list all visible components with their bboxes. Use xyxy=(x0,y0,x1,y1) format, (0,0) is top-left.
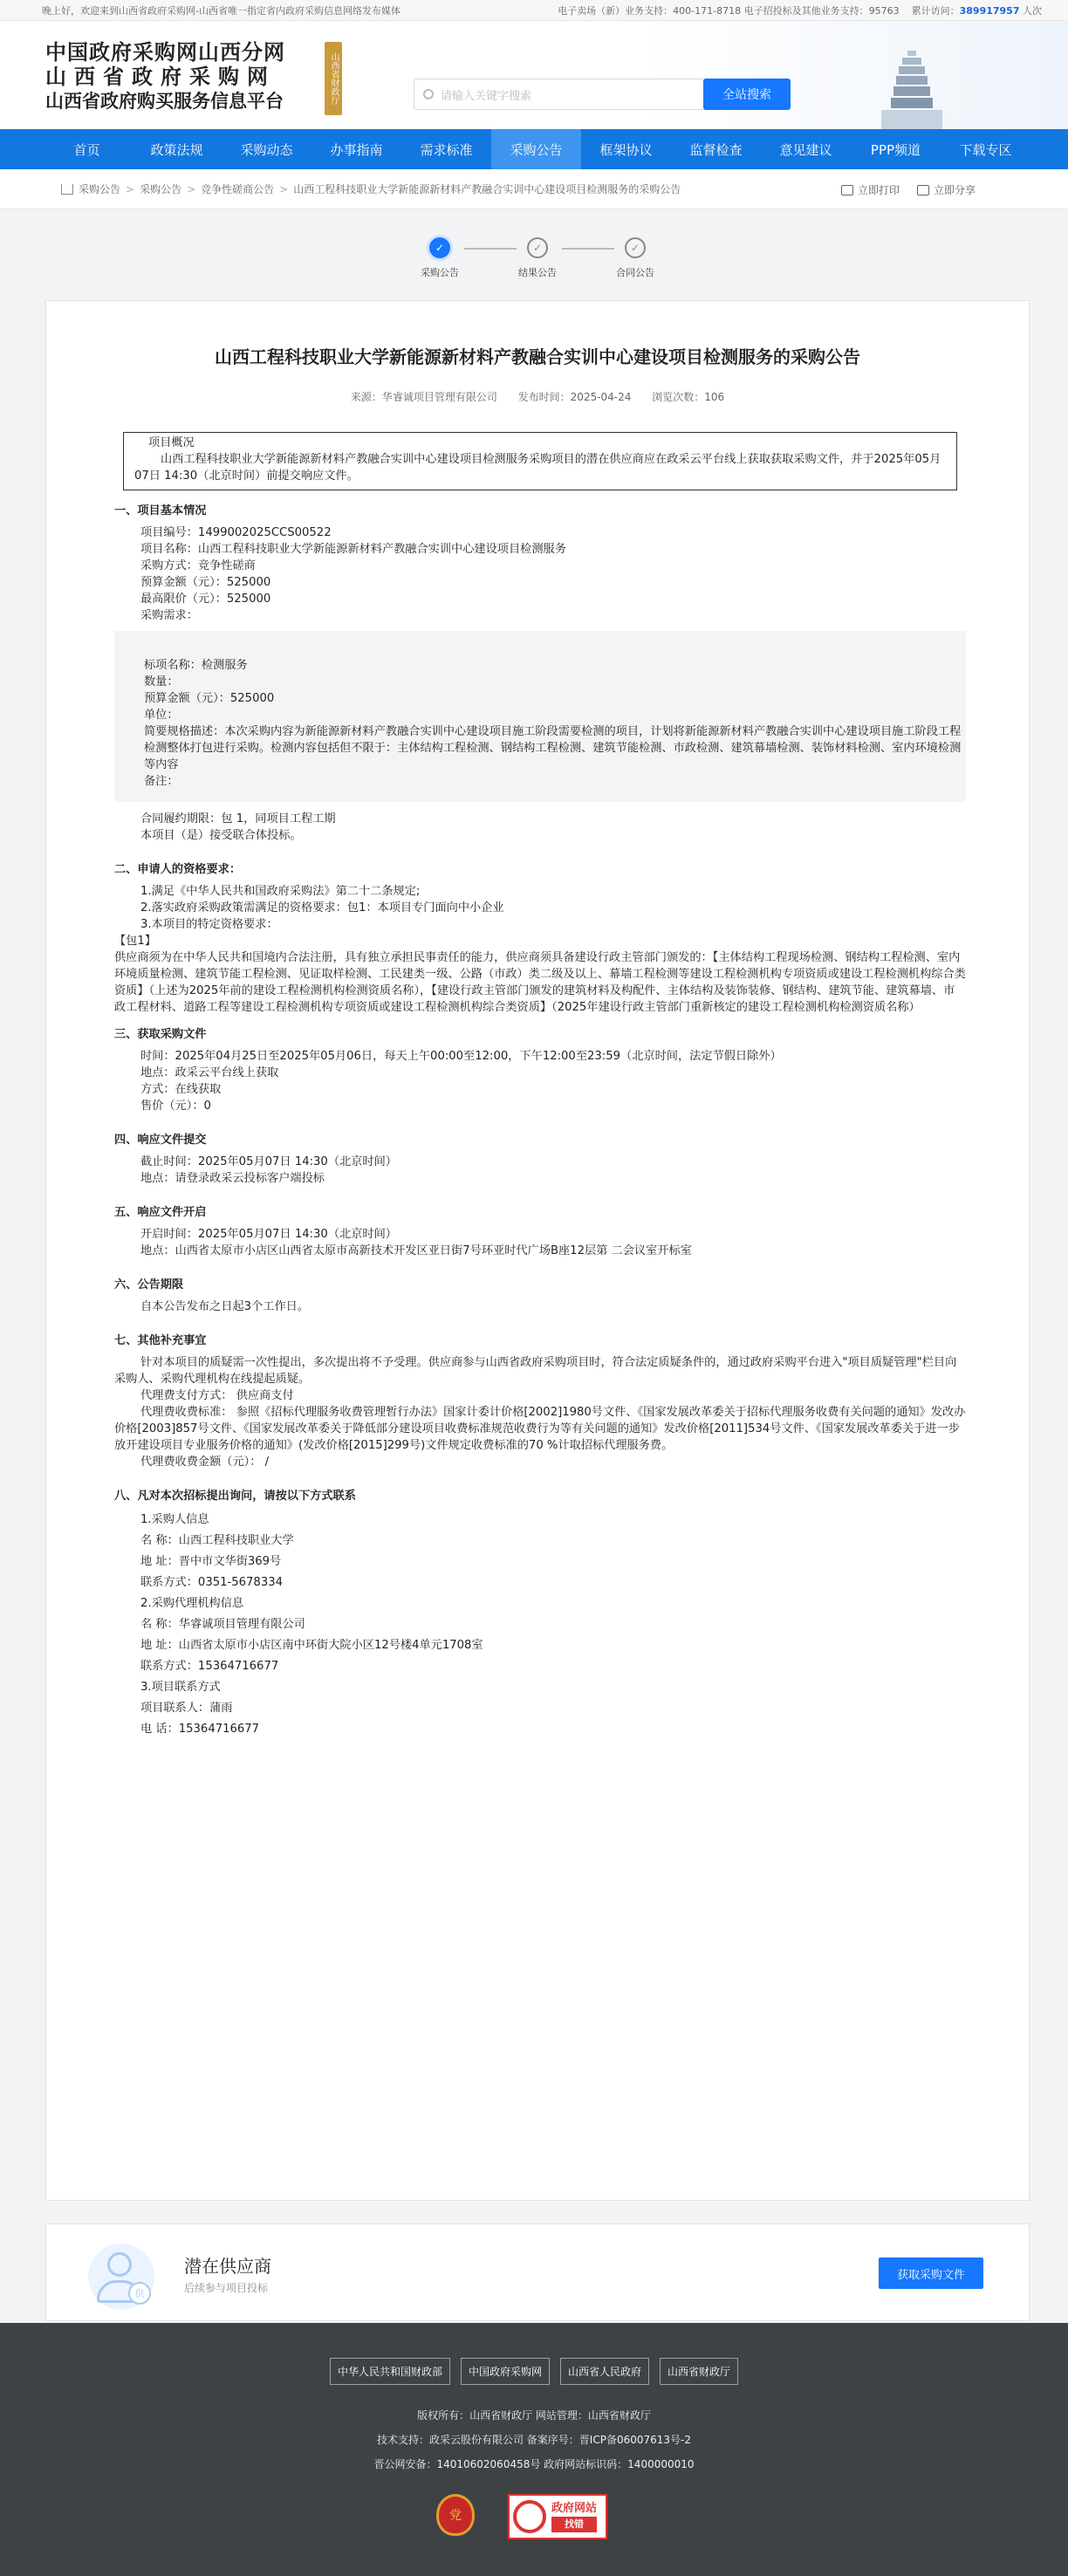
nav-item[interactable]: 采购动态 xyxy=(240,141,293,158)
search-icon xyxy=(423,89,434,99)
section-title: 六、公告期限 xyxy=(114,1278,184,1291)
info-line: 本项目（是）接受联合体投标。 xyxy=(140,829,302,842)
section-title: 四、响应文件提交 xyxy=(114,1134,207,1147)
breadcrumb-item[interactable]: 竞争性磋商公告 xyxy=(201,183,275,195)
nav-item[interactable]: 政策法规 xyxy=(150,141,203,158)
footer-link[interactable]: 中华人民共和国财政部 xyxy=(330,2358,450,2385)
step-connector xyxy=(464,248,517,250)
notice-views: 浏览次数：106 xyxy=(652,391,725,403)
submit-line: 地点：请登录政采云投标客户端投标 xyxy=(140,1172,325,1185)
contact-line: 联系方式：15364716677 xyxy=(140,1660,279,1673)
main-nav xyxy=(0,129,1068,169)
potential-supplier-card xyxy=(45,2223,1030,2321)
nav-item[interactable]: 需求标准 xyxy=(420,141,473,158)
printer-icon xyxy=(841,185,853,195)
footer-link[interactable]: 山西省人民政府 xyxy=(560,2358,649,2385)
contact-line: 项目联系人：蒲雨 xyxy=(140,1702,233,1715)
contact-line: 3.项目联系方式 xyxy=(140,1681,221,1694)
nav-item[interactable]: 下载专区 xyxy=(959,141,1012,158)
section-title: 二、申请人的资格要求： xyxy=(114,863,242,876)
logo-line-1: 中国政府采购网山西分网 xyxy=(45,40,285,65)
acquire-line: 方式：在线获取 xyxy=(140,1083,222,1096)
breadcrumb-separator: > xyxy=(126,182,135,195)
s1-after-list xyxy=(114,811,966,844)
page-title: 山西工程科技职业大学新能源新材料产教融合实训中心建设项目检测服务的采购公告 xyxy=(215,346,860,367)
opening-line: 地点：山西省太原市小店区山西省太原市高新技术开发区亚日街7号环亚时代广场B座12层第 二会议室开标室 xyxy=(140,1244,692,1257)
nav-item[interactable]: PPP频道 xyxy=(870,141,921,158)
notice-meta xyxy=(46,389,1029,404)
step-label: 采购公告 xyxy=(421,267,459,278)
requirement-line: 预算金额（元）：525000 xyxy=(144,692,275,705)
notice-source: 来源：华睿诚项目管理有限公司 xyxy=(350,391,497,403)
fee-amount: 代理费收费金额（元）： / xyxy=(140,1456,270,1469)
logo-line-3: 山西省政府购买服务信息平台 xyxy=(45,91,284,112)
page-actions xyxy=(841,169,976,209)
nav-item[interactable]: 意见建议 xyxy=(779,141,832,158)
logo-line-2: 山西省政府采购网 xyxy=(45,65,276,89)
section-title: 五、响应文件开启 xyxy=(114,1206,207,1219)
contact-line: 联系方式：0351-5678334 xyxy=(140,1576,283,1589)
requirement-line: 备注： xyxy=(144,775,179,788)
step-connector xyxy=(562,248,614,250)
magnifier-icon xyxy=(513,2500,546,2533)
share-button[interactable]: 立即分享 xyxy=(917,182,976,197)
notice-card xyxy=(45,300,1030,2201)
footer-links xyxy=(0,2358,1068,2385)
s5-list xyxy=(114,1226,966,1259)
package-label: 【包1】 xyxy=(114,935,156,948)
progress-steps xyxy=(0,237,1068,295)
overview-title: 项目概况 xyxy=(148,436,195,449)
top-bar xyxy=(0,0,1068,21)
step-contract-notice xyxy=(609,237,661,279)
footer-info xyxy=(0,2403,1068,2477)
fee-standard: 代理费收费标准： 参照《招标代理服务收费管理暂行办法》国家计委计价格[2002]1980号文件、《国家发展改革委关于招标代理服务收费有关问题的通知》发改办价格[2003]857号文件、《国家发展改革委关于降低部分建设项目收费标准规范收费行为等有关问题的通知》发改价格[2011]534号文件、《国家发展改革委关于进一步放开建设项目专业服务价格的通知》(发改价格[2015]299号)文件规定收费标准的70 %计取招标代理服务费。 xyxy=(114,1406,966,1452)
get-documents-button[interactable]: 获取采购文件 xyxy=(879,2257,983,2289)
party-emblem-icon[interactable]: 党 xyxy=(436,2494,475,2536)
nav-item[interactable]: 监督检查 xyxy=(689,141,743,158)
requirement-line: 标项名称：检测服务 xyxy=(144,659,248,672)
support-text: 电子卖场（新）业务支持：400-171-8718 电子招投标及其他业务支持：95763 xyxy=(558,4,900,17)
breadcrumb-separator: > xyxy=(279,182,289,195)
requirement-box xyxy=(114,631,966,802)
top-bar-right xyxy=(558,3,1042,17)
requirement-line: 简要规格描述：本次采购内容为新能源新材料产教融合实训中心建设项目施工阶段需要检测的项目，计划将新能源新材料产教融合实训中心建设项目施工阶段工程检测整体打包进行采购。检测内容包括但不限于：主体结构工程检测、钢结构工程检测、建筑节能检测、市政检测、建筑幕墙检测、装饰材料检测、室内环境检测等内容 xyxy=(144,725,962,771)
print-button[interactable]: 立即打印 xyxy=(841,182,900,197)
info-line: 采购需求： xyxy=(140,609,198,622)
step-label: 结果公告 xyxy=(518,267,557,278)
requirement-line: 单位： xyxy=(144,709,179,722)
supplier-subtitle: 后续参与项目投标 xyxy=(184,2282,269,2294)
section-title: 八、凡对本次招标提出询问，请按以下方式联系 xyxy=(114,1490,356,1503)
qualification-line: 3.本项目的特定资格要求： xyxy=(140,918,278,931)
footer-support: 技术支持：政采云股份有限公司 备案序号：晋ICP备06007613号-2 xyxy=(376,2434,691,2446)
s2-list xyxy=(114,883,966,933)
share-icon xyxy=(917,185,929,195)
notice-content xyxy=(114,432,966,1740)
acquire-line: 地点：政采云平台线上获取 xyxy=(140,1066,279,1079)
home-icon[interactable] xyxy=(61,184,73,195)
check-icon: ✓ xyxy=(429,237,450,258)
section-title: 三、获取采购文件 xyxy=(114,1028,207,1041)
contact-line: 名 称：华睿诚项目管理有限公司 xyxy=(140,1618,305,1631)
breadcrumb-item[interactable]: 采购公告 xyxy=(79,183,121,195)
step-procurement-notice xyxy=(414,237,466,279)
opening-line: 开启时间：2025年05月07日 14:30（北京时间） xyxy=(140,1228,397,1241)
fee-payment: 代理费支付方式： 供应商支付 xyxy=(140,1389,294,1402)
notice-date: 发布时间：2025-04-24 xyxy=(517,391,632,403)
qualification-line: 2.落实政府采购政策需满足的资格要求：包1：本项目专门面向中小企业 xyxy=(140,901,504,915)
nav-item[interactable]: 办事指南 xyxy=(330,141,383,158)
s3-list xyxy=(114,1048,966,1114)
s1-list xyxy=(114,524,966,624)
acquire-line: 时间：2025年04月25日至2025年05月06日，每天上午00:00至12:00，下午12:00至23:59（北京时间，法定节假日除外） xyxy=(140,1050,782,1063)
info-line: 项目编号：1499002025CCS00522 xyxy=(140,526,332,539)
visit-counter: 累计访问：389917957 人次 xyxy=(911,4,1042,17)
footer-link[interactable]: 山西省财政厅 xyxy=(660,2358,738,2385)
qualification-line: 1.满足《中华人民共和国政府采购法》第二十二条规定; xyxy=(140,885,421,898)
contact-line: 地 址：山西省太原市小店区南中环街大院小区12号楼4单元1708室 xyxy=(140,1639,483,1652)
info-line: 采购方式：竞争性磋商 xyxy=(140,559,256,572)
info-line: 合同履约期限：包 1，同项目工程工期 xyxy=(140,812,336,826)
step-result-notice xyxy=(511,237,564,279)
contact-line: 电 话：15364716677 xyxy=(140,1723,260,1736)
search-input[interactable] xyxy=(414,79,707,110)
acquire-line: 售价（元）：0 xyxy=(140,1100,211,1113)
section-title: 一、项目基本情况 xyxy=(114,504,207,517)
pagoda-landmark-icon xyxy=(873,45,951,129)
footer-security: 晋公网安备：14010602060458号 政府网站标识码：1400000010 xyxy=(373,2458,695,2470)
check-icon: ✓ xyxy=(527,237,548,258)
info-line: 最高限价（元）：525000 xyxy=(140,593,271,606)
info-line: 预算金额（元）：525000 xyxy=(140,576,271,589)
nav-item[interactable]: 采购公告 xyxy=(491,129,581,169)
overview-text: 山西工程科技职业大学新能源新材料产教融合实训中心建设项目检测服务采购项目的潜在供应商应在政采云平台线上获取获取采购文件，并于2025年05月07日 14:30（北京时间）前提交响应文件。 xyxy=(134,453,941,483)
nav-item[interactable]: 首页 xyxy=(73,141,100,158)
site-header xyxy=(0,21,1068,129)
contact-line: 名 称：山西工程科技职业大学 xyxy=(140,1534,294,1547)
s4-list xyxy=(114,1154,966,1187)
nav-item[interactable]: 框架协议 xyxy=(599,141,653,158)
contact-line: 地 址：晋中市文华街369号 xyxy=(140,1555,282,1568)
breadcrumb-item[interactable]: 采购公告 xyxy=(140,183,182,195)
footer-copyright: 版权所有：山西省财政厅 网站管理：山西省财政厅 xyxy=(417,2409,651,2422)
breadcrumb xyxy=(0,169,1068,209)
supplier-icon: 供 xyxy=(88,2244,154,2310)
footer-link[interactable]: 中国政府采购网 xyxy=(461,2358,550,2385)
site-logo[interactable] xyxy=(45,40,285,113)
check-icon: ✓ xyxy=(625,237,646,258)
announcement-period: 自本公告发布之日起3个工作日。 xyxy=(140,1300,310,1313)
qualification-text: 供应商须为在中华人民共和国境内合法注册，具有独立承担民事责任的能力，供应商须具备建设行政主管部门颁发的：【主体结构工程现场检测、钢结构工程检测、室内环境质量检测、建筑节能工程检测、见证取样检测、工民建类一级、公路（市政）类二级及以上、幕墙工程检测等建设工程检测机构专项资质或建设工程检测机构综合类资质】（上述为2025年前的建设工程检测机构检测资质名称），【建设行政主管部门颁发的建筑材料及构配件、主体结构及装饰装修、钢结构、建筑节能、建筑幕墙、市政工程材料、道路工程等建设工程检测机构专项资质或建设工程检测机构综合类资质】（2025年建设行政主管部门重新核定的建设工程检测机构检测资质名称） xyxy=(114,951,966,1014)
step-label: 合同公告 xyxy=(616,267,654,278)
supplier-title: 潜在供应商 xyxy=(184,2256,271,2277)
requirement-line: 数量： xyxy=(144,675,179,689)
search-button[interactable]: 全站搜索 xyxy=(703,79,791,110)
info-line: 项目名称：山西工程科技职业大学新能源新材料产教融合实训中心建设项目检测服务 xyxy=(140,543,566,556)
search-placeholder: 请输入关键字搜索 xyxy=(441,89,532,103)
contact-list xyxy=(114,1510,966,1740)
supplement-text: 针对本项目的质疑需一次性提出，多次提出将不予受理。供应商参与山西省政府采购项目时，符合法定质疑条件的，通过政府采购平台进入"项目质疑管理"栏目向采购人、采购代理机构在线提起质疑。 xyxy=(114,1356,957,1386)
welcome-text: 晚上好，欢迎来到山西省政府采购网-山西省唯一指定省内政府采购信息网络发布媒体 xyxy=(42,4,400,17)
submit-line: 截止时间：2025年05月07日 14:30（北京时间） xyxy=(140,1155,397,1168)
breadcrumb-separator: > xyxy=(187,182,196,195)
site-footer xyxy=(0,2323,1068,2576)
section-title: 七、其他补充事宜 xyxy=(114,1334,207,1347)
project-overview xyxy=(123,432,957,490)
breadcrumb-current: 山西工程科技职业大学新能源新材料产教融合实训中心建设项目检测服务的采购公告 xyxy=(293,183,681,195)
contact-line: 1.采购人信息 xyxy=(140,1513,209,1526)
report-error-badge[interactable]: 政府网站 找错 xyxy=(508,2494,607,2539)
logo-badge: 山西省财政厅 xyxy=(325,42,342,115)
contact-line: 2.采购代理机构信息 xyxy=(140,1597,244,1610)
